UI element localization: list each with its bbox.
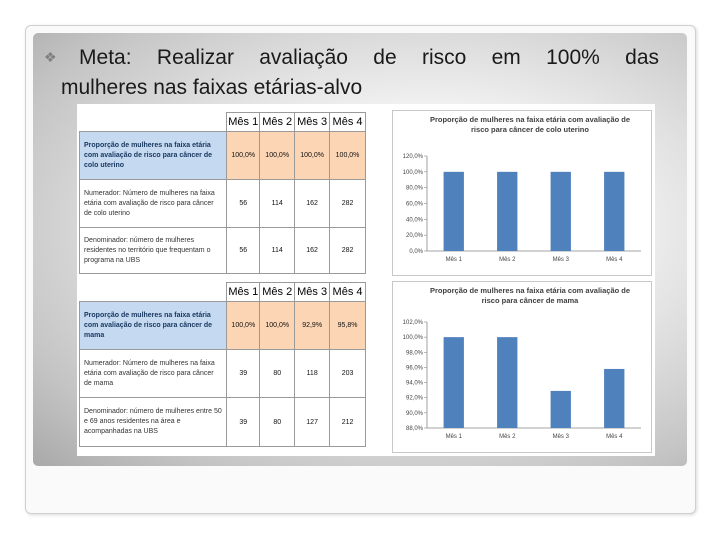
table-cell: 39 [227, 350, 260, 398]
table-corner [80, 113, 227, 132]
y-tick-label: 92,0% [405, 395, 423, 402]
bar [604, 369, 624, 428]
y-tick-label: 60,0% [405, 201, 423, 208]
y-tick-label: 102,0% [402, 320, 423, 326]
table-corner [80, 283, 227, 302]
bullet-icon: ❖ [44, 49, 77, 65]
table-cell: 80 [260, 350, 295, 398]
table-cell: 282 [330, 228, 366, 274]
table-colo-uterino [79, 112, 366, 274]
x-tick-label: Mês 4 [606, 434, 623, 440]
table-cell: 92,9% [295, 302, 330, 350]
bar-chart-colo-uterino [393, 111, 651, 275]
y-tick-label: 100,0% [402, 169, 423, 176]
y-tick-label: 94,0% [405, 380, 423, 387]
table-cell: 95,8% [330, 302, 366, 350]
table-cell: 56 [227, 180, 260, 228]
y-tick-label: 90,0% [405, 410, 423, 417]
chart-title: risco para câncer de colo uterino [471, 125, 589, 134]
chart-title: Proporção de mulheres na faixa etária com avaliação de [429, 286, 631, 295]
table-cell: 114 [260, 180, 295, 228]
data-figure [77, 104, 655, 456]
y-tick-label: 120,0% [402, 154, 423, 160]
table-cell: 100,0% [295, 132, 330, 180]
table-cell: 100,0% [227, 132, 260, 180]
row-label: Denominador: número de mulheres residentes no território que frequentam o programa na UBS [80, 228, 227, 274]
chart-mama [392, 281, 652, 453]
table-cell: 100,0% [260, 132, 295, 180]
table-header: Mês 4 [330, 113, 366, 132]
table-header: Mês 1 [227, 283, 260, 302]
table-cell: 100,0% [330, 132, 366, 180]
table-cell: 212 [330, 398, 366, 447]
y-tick-label: 100,0% [402, 335, 423, 342]
bar [444, 337, 464, 428]
chart-title: risco para câncer de mama [481, 296, 579, 305]
bar [444, 172, 464, 251]
bar [604, 172, 624, 251]
table-header: Mês 2 [260, 113, 295, 132]
x-tick-label: Mês 4 [606, 257, 623, 263]
table-cell: 100,0% [227, 302, 260, 350]
row-label: Numerador: Número de mulheres na faixa etária com avaliação de risco para câncer de colo uterino [80, 180, 227, 228]
bar-chart-mama [393, 282, 651, 452]
table-cell: 118 [295, 350, 330, 398]
y-tick-label: 80,0% [405, 185, 423, 192]
y-tick-label: 88,0% [405, 426, 423, 432]
row-label: Proporção de mulheres na faixa etária com avaliação de risco para câncer de mama [80, 302, 227, 350]
row-label: Denominador: número de mulheres entre 50 e 69 anos residentes na área e acompanhadas na UBS [80, 398, 227, 447]
heading-line2: mulheres nas faixas etárias-alvo [61, 76, 363, 99]
x-tick-label: Mês 1 [445, 257, 462, 263]
x-tick-label: Mês 2 [499, 257, 516, 263]
y-tick-label: 96,0% [405, 365, 423, 372]
table-cell: 203 [330, 350, 366, 398]
slide-heading [44, 44, 659, 99]
x-tick-label: Mês 3 [552, 434, 569, 440]
y-tick-label: 98,0% [405, 350, 423, 357]
chart-colo-uterino [392, 110, 652, 276]
table-header: Mês 2 [260, 283, 295, 302]
table-mama [79, 282, 366, 447]
table-header: Mês 1 [227, 113, 260, 132]
table-header: Mês 3 [295, 113, 330, 132]
y-tick-label: 40,0% [405, 217, 423, 224]
bar [497, 337, 517, 428]
row-label: Proporção de mulheres na faixa etária com avaliação de risco para câncer de colo uterino [80, 132, 227, 180]
table-cell: 162 [295, 228, 330, 274]
chart-title: Proporção de mulheres na faixa etária com avaliação de [429, 115, 631, 124]
y-tick-label: 0,0% [409, 249, 423, 255]
table-header: Mês 3 [295, 283, 330, 302]
table-cell: 162 [295, 180, 330, 228]
table-cell: 100,0% [260, 302, 295, 350]
y-tick-label: 20,0% [405, 233, 423, 240]
bullet-label: Meta: [79, 46, 132, 69]
bar [551, 391, 571, 428]
x-tick-label: Mês 1 [445, 434, 462, 440]
table-cell: 56 [227, 228, 260, 274]
heading-line1: Realizar avaliação de risco em 100% das [156, 46, 659, 69]
table-cell: 282 [330, 180, 366, 228]
row-label: Numerador: Número de mulheres na faixa etária com avaliação de risco para câncer de mama [80, 350, 227, 398]
table-cell: 127 [295, 398, 330, 447]
table-cell: 80 [260, 398, 295, 447]
x-tick-label: Mês 2 [499, 434, 516, 440]
bar [551, 172, 571, 251]
table-cell: 39 [227, 398, 260, 447]
x-tick-label: Mês 3 [552, 257, 569, 263]
table-header: Mês 4 [330, 283, 366, 302]
bar [497, 172, 517, 251]
table-cell: 114 [260, 228, 295, 274]
